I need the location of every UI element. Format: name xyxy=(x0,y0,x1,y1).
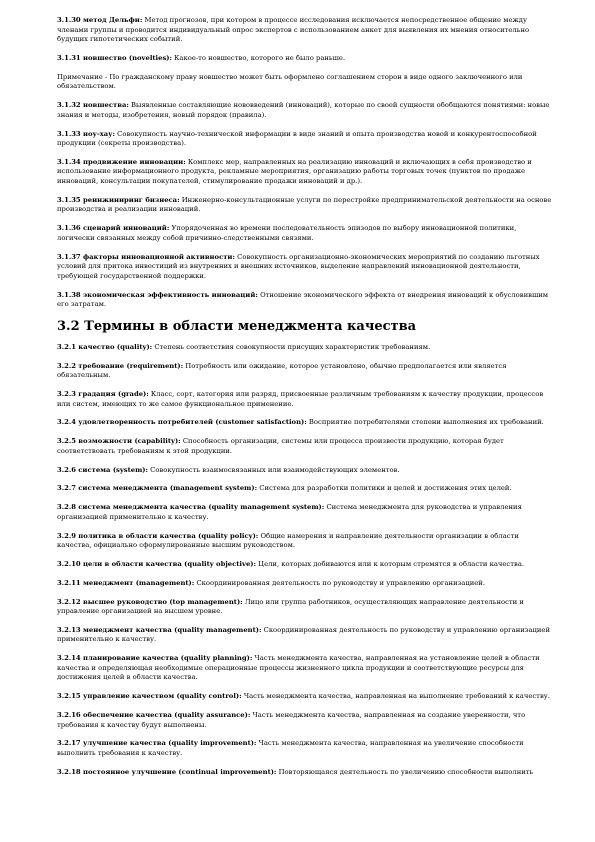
term-name: 3.2.4 удовлетворенность потребителей (customer satisfaction): xyxy=(57,418,307,427)
term-definition xyxy=(57,253,553,282)
term-name: 3.2.11 менеджмент (management): xyxy=(57,578,195,587)
term-definition xyxy=(57,626,553,645)
term-name: 3.2.10 цели в области качества (quality objective): xyxy=(57,559,256,568)
term-definition xyxy=(57,130,553,149)
term-text: Скоординированная деятельность по руководству и управлению организацией применительно к качеству. xyxy=(57,625,550,644)
term-definition xyxy=(57,437,553,456)
term-text: Система менеджмента для руководства и управления организацией применительно к качеству. xyxy=(57,503,522,521)
term-name: 3.2.1 качество (quality): xyxy=(57,342,153,351)
term-text: Совокупность взаимосвязанных или взаимодействующих элементов. xyxy=(148,465,400,474)
term-definition xyxy=(57,196,553,215)
term-name: 3.1.30 метод Дельфи: xyxy=(57,16,143,24)
term-definition xyxy=(57,390,553,409)
term-name: 3.2.18 постоянное улучшение (continual improvement): xyxy=(57,767,277,776)
term-text: Скоординированная деятельность по руководству и управлению организацией. xyxy=(194,578,485,587)
note-paragraph xyxy=(57,73,553,92)
term-definition xyxy=(57,54,553,64)
term-text: Повторяющаяся деятельность по увеличению способности выполнить xyxy=(276,767,534,776)
section-heading: 3.2 Термины в области менеджмента качества xyxy=(57,318,417,334)
term-text: Степень соответствия совокупности присущих характеристик требованиям. xyxy=(152,342,431,351)
term-definition xyxy=(57,224,553,243)
term-name: 3.1.35 реинжиниринг бизнеса: xyxy=(57,195,180,204)
term-text: Какое-то новшество, которого не было раньше. xyxy=(172,53,346,62)
term-name: 3.1.33 ноу-хау: xyxy=(57,129,116,138)
term-text: Часть менеджмента качества, направленная на установление целей в области качества и определяющая необходимые операционные процессы жизненного цикла продукции и соответствующие ресурсы для достижения целей в области качества. xyxy=(57,654,540,682)
term-definition xyxy=(57,484,553,494)
term-text: Примечание - По гражданскому праву новшество может быть оформлено соглашением сторон в виде одного заключенного или обязательством. xyxy=(57,72,523,91)
term-definition xyxy=(57,418,553,428)
term-definition xyxy=(57,503,553,522)
term-name: 3.2.7 система менеджмента (management system): xyxy=(57,484,258,493)
term-text: Выявленные составляющие нововведений (инноваций), которые по своей сущности обобщаются понятиями: новые знания и методы, изобретения, новый порядок (правила). xyxy=(57,101,550,119)
term-name: 3.2.5 возможности (capability): xyxy=(57,437,181,446)
term-text: Упорядоченная во времени последовательность эпизодов по выбору инновационной политики, логически связанных между собой причинно-следственными связями. xyxy=(57,224,517,242)
term-name: 3.2.6 система (system): xyxy=(57,465,149,474)
term-name: 3.1.32 новшества: xyxy=(57,101,129,110)
term-definition xyxy=(57,768,553,778)
term-text: Комплекс мер, направленных на реализацию инноваций и включающих в себя производство и использование информационного продукта, рекламные мероприятия, организацию работы торговых точек (пунктов по продаже инноваций, консультации покупателей, стимулирование продажи инноваций и др.). xyxy=(57,157,532,186)
term-text: Система для разработки политики и целей и достижения этих целей. xyxy=(257,484,512,493)
term-text: Класс, сорт, категория или разряд, присвоенные различным требованиям к качеству продукции, процессов или систем, имеющих то же самое функциональное применение. xyxy=(57,390,544,408)
term-text: Часть менеджмента качества, направленная на увеличение способности выполнить требования к качеству. xyxy=(57,739,524,757)
term-name: 3.2.13 менеджмент качества (quality management): xyxy=(57,625,262,634)
term-name: 3.2.14 планирование качества (quality planning): xyxy=(57,654,253,663)
term-name: 3.2.8 система менеджмента качества (quality management system): xyxy=(57,503,325,512)
term-text: Инженерно-консультационные услуги по перестройке предпринимательской деятельности на основе производства и реализации инноваций. xyxy=(57,195,552,214)
term-definition xyxy=(57,466,553,476)
term-text: Часть менеджмента качества, направленная на создание уверенности, что требования к качеству будут выполнены. xyxy=(57,711,526,729)
term-definition xyxy=(57,532,553,551)
term-text: Метод прогнозов, при котором в процессе исследования исключается непосредственное общение между членами группы и проводится индивидуальный опрос экспертов с использованием анкет для выявления их мнения относительно будущих гипотетических событий. xyxy=(57,16,530,44)
term-definition xyxy=(57,16,553,45)
term-name: 3.1.37 факторы инновационной активности: xyxy=(57,252,235,261)
term-definition xyxy=(57,692,553,702)
term-definition xyxy=(57,711,553,730)
term-text: Восприятие потребителями степени выполнения их требований. xyxy=(306,418,544,427)
term-definition xyxy=(57,343,553,353)
term-text: Лицо или группа работников, осуществляющих направление деятельности и управление организацией на высшем уровне. xyxy=(57,597,524,616)
term-definition xyxy=(57,579,553,589)
term-definition xyxy=(57,739,553,758)
term-name: 3.2.15 управление качеством (quality control): xyxy=(57,692,242,701)
term-text: Отношение экономического эффекта от внедрения инноваций к обусловившим его затратам. xyxy=(57,290,549,309)
term-name: 3.1.38 экономическая эффективность инноваций: xyxy=(57,290,258,299)
term-name: 3.2.17 улучшение качества (quality improvement): xyxy=(57,739,257,748)
term-text: Потребность или ожидание, которое установлено, обычно предполагается или является обязательным. xyxy=(57,361,507,380)
term-text: Совокупность научно-технической информации в виде знаний и опыта производства новой и конкурентоспособной продукции (секреты производства). xyxy=(57,129,537,148)
term-name: 3.2.2 требование (requirement): xyxy=(57,361,184,370)
term-definition xyxy=(57,654,553,683)
term-definition xyxy=(57,598,553,617)
term-text: Способность организации, системы или процесса произвести продукцию, которая будет соответствовать требованиям к этой продукции. xyxy=(57,437,504,455)
term-name: 3.1.34 продвижение инновации: xyxy=(57,157,186,166)
term-definition xyxy=(57,560,553,570)
term-definition xyxy=(57,291,553,310)
document-body xyxy=(57,16,553,787)
term-name: 3.2.3 градация (grade): xyxy=(57,390,149,399)
term-text: Общие намерения и направление деятельности организации в области качества, официально сформулированные высшим руководством. xyxy=(57,531,519,550)
term-name: 3.2.9 политика в области качества (quality policy): xyxy=(57,531,259,540)
term-name: 3.2.12 высшее руководство (top management): xyxy=(57,597,243,606)
term-text: Совокупность организационно-экономических мероприятий по созданию льготных условий для притока инвестиций из внутренних и внешних источников, выделение направлений инновационной деятельности, требующей государственной поддержки. xyxy=(57,252,540,280)
term-text: Часть менеджмента качества, направленная на выполнение требований к качеству. xyxy=(241,692,550,701)
term-name: 3.1.31 новшество (novelties): xyxy=(57,53,172,62)
term-text: Цели, которых добиваются или к которым стремятся в области качества. xyxy=(256,559,525,568)
term-definition xyxy=(57,158,553,187)
term-name: 3.2.16 обеспечение качества (quality assurance): xyxy=(57,711,251,719)
term-definition xyxy=(57,362,553,381)
term-name: 3.1.36 сценарий инноваций: xyxy=(57,224,170,233)
term-definition xyxy=(57,101,553,120)
